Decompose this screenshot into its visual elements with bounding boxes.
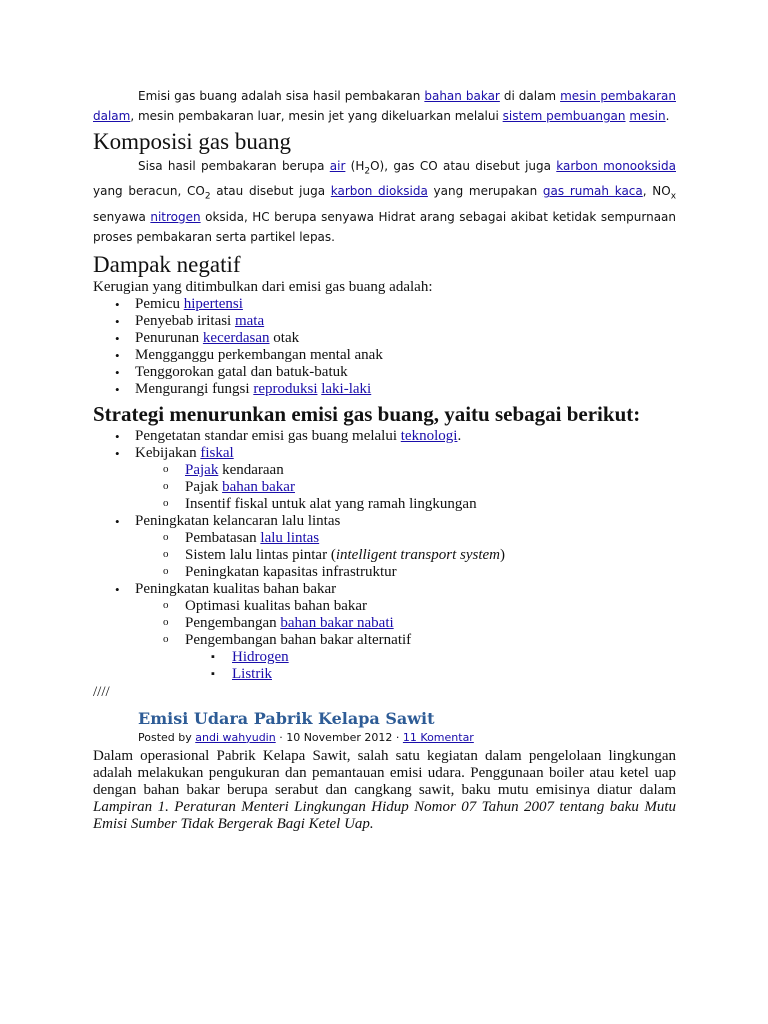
list-item: • Mengganggu perkembangan mental anak xyxy=(93,347,676,364)
link-author[interactable]: andi wahyudin xyxy=(195,730,276,744)
komposisi-text: yang merupakan xyxy=(427,184,543,199)
strategi-list xyxy=(93,428,676,683)
komposisi-text: Sisa hasil pembakaran berupa xyxy=(138,159,330,173)
link-pajak[interactable]: Pajak xyxy=(185,461,219,478)
sublist-item: o Pengembangan bahan bakar nabati xyxy=(93,615,676,632)
post-meta xyxy=(138,730,676,746)
komposisi-paragraph xyxy=(93,156,676,247)
list-item: • Mengurangi fungsi reproduksi laki-laki xyxy=(93,381,676,398)
link-mesin-pembakaran-dalam[interactable]: mesin pembakaran dalam xyxy=(93,89,676,123)
post-title[interactable]: Emisi Udara Pabrik Kelapa Sawit xyxy=(138,708,435,728)
link-bahan-bakar[interactable]: bahan bakar xyxy=(424,89,500,103)
list-item: • Kebijakan fiskal o Pajak kendaraan o Pajak bahan bakar o Insentif fiskal untuk alat yang ramah lingkungan xyxy=(93,445,676,513)
sublist-item: o Sistem lalu lintas pintar (intelligent transport system) xyxy=(93,547,676,564)
link-comments[interactable]: 11 Komentar xyxy=(402,730,474,744)
link-lalu-lintas[interactable]: lalu lintas xyxy=(260,529,320,546)
heading-strategi: Strategi menurunkan emisi gas buang, yaitu sebagai berikut: xyxy=(93,401,641,426)
link-nitrogen[interactable]: nitrogen xyxy=(150,209,201,224)
sublist-alternatif xyxy=(185,649,676,683)
sublist-item xyxy=(93,666,676,683)
subscript: x xyxy=(670,191,677,202)
komposisi-text: senyawa xyxy=(93,209,151,224)
link-fiskal[interactable]: fiskal xyxy=(200,444,234,461)
link-gas-rumah-kaca[interactable]: gas rumah kaca xyxy=(542,184,643,199)
link-hipertensi[interactable]: hipertensi xyxy=(183,295,243,312)
link-kecerdasan[interactable]: kecerdasan xyxy=(202,329,270,346)
sublist-item: o Insentif fiskal untuk alat yang ramah lingkungan xyxy=(93,496,676,513)
separator: //// xyxy=(93,683,110,700)
sublist-lalu-lintas xyxy=(135,530,676,581)
heading-komposisi: Komposisi gas buang xyxy=(93,129,292,154)
sublist-fiskal xyxy=(135,462,676,513)
komposisi-text: atau disebut juga xyxy=(210,184,331,199)
link-karbon-monooksida[interactable]: karbon monooksida xyxy=(556,159,676,173)
intro-text: Emisi gas buang adalah sisa hasil pembakaran xyxy=(138,89,425,103)
link-listrik[interactable]: Listrik xyxy=(232,665,272,682)
intro-text: , mesin pembakaran luar, mesin jet yang dikeluarkan melalui xyxy=(130,109,503,123)
link-reproduksi[interactable]: reproduksi xyxy=(253,380,318,397)
list-item: • Pemicu hipertensi xyxy=(93,296,676,313)
link-laki-laki[interactable]: laki-laki xyxy=(321,380,372,397)
sublist-item: o Pengembangan bahan bakar alternatif ▪ Hidrogen ▪ Listrik xyxy=(93,632,676,683)
intro-text: . xyxy=(665,109,670,123)
link-bahan-bakar-nabati[interactable]: bahan bakar nabati xyxy=(280,614,394,631)
link-teknologi[interactable]: teknologi xyxy=(400,427,458,444)
list-item: • Penyebab iritasi mata xyxy=(93,313,676,330)
link-hidrogen[interactable]: Hidrogen xyxy=(232,648,289,665)
heading-dampak-negatif: Dampak negatif xyxy=(93,251,241,277)
list-item: • Penurunan kecerdasan otak xyxy=(93,330,676,347)
sublist-item: o Pembatasan lalu lintas xyxy=(93,530,676,547)
sublist-item xyxy=(93,649,676,666)
list-item: • Tenggorokan gatal dan batuk-batuk xyxy=(93,364,676,381)
link-mesin[interactable]: mesin xyxy=(629,109,666,123)
posted-by-label: Posted by xyxy=(138,730,196,744)
komposisi-text: , NO xyxy=(642,184,671,199)
document-page xyxy=(93,0,676,833)
intro-paragraph xyxy=(93,86,676,126)
sublist-bahan-bakar xyxy=(135,598,676,683)
link-sistem-pembuangan[interactable]: sistem pembuangan xyxy=(502,109,626,123)
komposisi-text: yang beracun, CO xyxy=(93,184,205,199)
list-item: • Peningkatan kelancaran lalu lintas o Pembatasan lalu lintas o Sistem lalu lintas pintar (intelligent transport system) o Peningkatan kapasitas infrastruktur xyxy=(93,513,676,581)
list-item: • Pengetatan standar emisi gas buang melalui teknologi. xyxy=(93,428,676,445)
sublist-item: o Pajak bahan bakar xyxy=(93,479,676,496)
post-date: · 10 November 2012 · xyxy=(275,730,403,744)
link-karbon-dioksida[interactable]: karbon dioksida xyxy=(330,184,428,199)
subscript: 2 xyxy=(364,166,371,177)
subscript: 2 xyxy=(204,191,211,202)
sublist-item: o Peningkatan kapasitas infrastruktur xyxy=(93,564,676,581)
dampak-list xyxy=(93,296,676,398)
komposisi-text: (H xyxy=(345,159,365,173)
sublist-item: o Optimasi kualitas bahan bakar xyxy=(93,598,676,615)
post-body: Dalam operasional Pabrik Kelapa Sawit, salah satu kegiatan dalam pengelolaan lingkungan adalah melakukan pengukuran dan pemantauan emisi udara. Penggunaan boiler atau ketel uap dengan bahan bakar berupa serabut dan cangkang sawit, baku mutu emisinya diatur dalam Lampiran 1. Peraturan Menteri Lingkungan Hidup Nomor 07 Tahun 2007 tentang baku Mutu Emisi Sumber Tidak Bergerak Bagi Ketel Uap. xyxy=(93,747,676,832)
sublist-item: o Pajak kendaraan xyxy=(93,462,676,479)
link-bahan-bakar-2[interactable]: bahan bakar xyxy=(222,478,295,495)
dampak-intro: Kerugian yang ditimbulkan dari emisi gas buang adalah: xyxy=(93,278,433,295)
komposisi-text: O), gas CO atau disebut juga xyxy=(370,159,557,173)
komposisi-text: oksida, HC berupa senyawa Hidrat arang sebagai akibat ketidak sempurnaan proses pembakaran serta partikel lepas. xyxy=(93,209,677,244)
list-item: • Peningkatan kualitas bahan bakar o Optimasi kualitas bahan bakar o Pengembangan bahan bakar nabati o Pengembangan bahan bakar alternatif ▪ Hidrogen ▪ Listrik xyxy=(93,581,676,683)
link-air[interactable]: air xyxy=(329,159,346,173)
link-mata[interactable]: mata xyxy=(234,312,265,329)
intro-text: di dalam xyxy=(499,89,561,103)
